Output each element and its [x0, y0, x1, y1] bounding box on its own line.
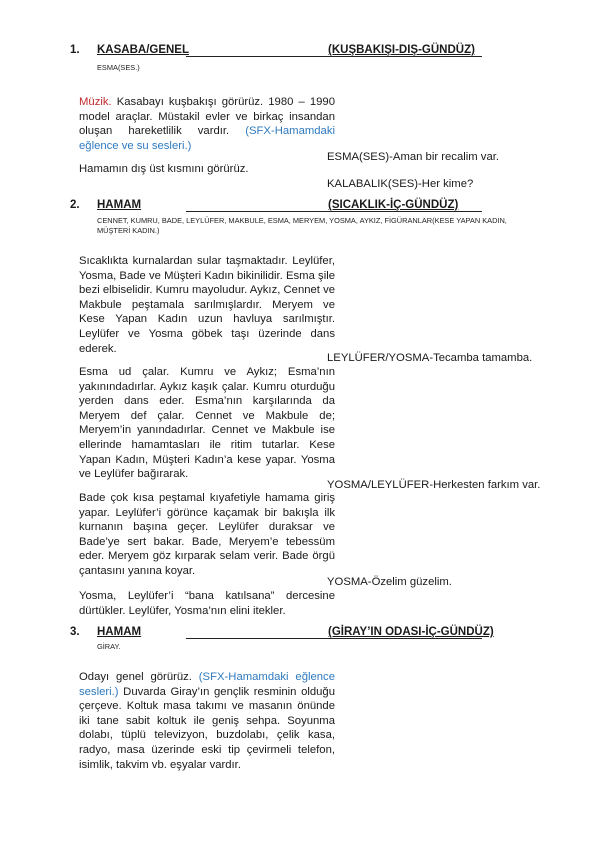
scene-cast: CENNET, KUMRU, BADE, LEYLÜFER, MAKBULE, ESMA, MERYEM, YOSMA, AYKIZ, FİGÜRANLAR(KESE YAPAN KADIN, MÜŞTERİ KADIN.) [97, 216, 507, 235]
action-paragraph: Sıcaklıkta kurnalardan sular taşmaktadır. Leylüfer, Yosma, Bade ve Müşteri Kadın bikinilidir. Esma şile bezi elbiselidir. Kumru mayoludur. Aykız, Cennet ve Makbule peştamala sarılmışlardır. Meryem ve Kese Yapan Kadın uzun havluya sarılmıştır. Leylüfer ve Yosma göbek taşı üzerinde dans ederek. [79, 255, 335, 355]
dialogue-line: YOSMA/LEYLÜFER-Herkesten farkım var. [327, 479, 541, 491]
scene-heading-3 [0, 626, 600, 642]
action-paragraph [79, 95, 335, 153]
action-text: Odayı genel görürüz. [79, 671, 199, 683]
action-text: Kasabayı kuşbakışı görürüz. 1980 – 1990 model araçlar. Müstakil evler ve birkaç insandan oluşan hareketlilik vardır. [79, 96, 335, 138]
dialogue-line: ESMA(SES)-Aman bir recalim var. [327, 151, 500, 163]
scene-number: 3. [70, 626, 80, 638]
dialogue-line: KALABALIK(SES)-Her kime? [327, 178, 474, 190]
scene-number: 2. [70, 199, 80, 211]
heading-underline [186, 638, 482, 639]
muzik-cue: Müzik. [79, 96, 112, 108]
scene-heading-2 [0, 199, 600, 215]
scene-location: HAMAM [97, 199, 142, 211]
dialogue-line: LEYLÜFER/YOSMA-Tecamba tamamba. [327, 352, 533, 364]
scene-cast: GİRAY. [97, 642, 121, 651]
sfx-cue: (SFX-Hamamdaki eğlence ve su sesleri.) [79, 125, 335, 152]
action-paragraph: Esma ud çalar. Kumru ve Aykız; Esma’nın yakınındadırlar. Aykız kaşık çalar. Kumru oturduğu yerden dans eder. Esma’nın karşılarında da Meryem def çalar. Cennet ve Makbule de; Meryem’in yanındadırlar. Cennet ve Makbule ise ellerinde hamamtasları ile ritim tutarlar. Kese Yapan Kadın, Müşteri Kadın’a kese yapar. Yosma ve Leylüfer bağırarak. [79, 366, 335, 481]
action-paragraph: Yosma, Leylüfer’i “bana katılsana” dercesine dürtükler. Leylüfer, Yosma’nın elini itekler. [79, 590, 335, 617]
heading-underline [186, 211, 482, 212]
scene-location: HAMAM [97, 626, 142, 638]
action-text: Duvarda Giray’ın gençlik resminin olduğu çerçeve. Koltuk masa takımı ve masanın önünde iki tane sabit koltuk ile geniş sehpa. Soyunma dolabı, tüplü televizyon, buzdolabı, çelik kasa, radyo, masa üzerinde eski tip çevirmeli telefon, isimlik, takvim vb. eşyalar vardır. [79, 685, 335, 771]
scene-time: (KUŞBAKIŞI-DIŞ-GÜNDÜZ) [328, 44, 475, 56]
scene-number: 1. [70, 44, 80, 56]
dialogue-line: YOSMA-Özelim güzelim. [327, 576, 452, 588]
scene-cast: ESMA(SES.) [97, 63, 140, 72]
heading-underline [186, 56, 482, 57]
sfx-cue: (SFX-Hamamdaki eğlence sesleri.) [79, 671, 335, 698]
action-paragraph: Hamamın dış üst kısmını görürüz. [79, 163, 249, 175]
scene-time: (SICAKLIK-İÇ-GÜNDÜZ) [328, 199, 459, 211]
action-paragraph [79, 670, 335, 772]
scene-location: KASABA/GENEL [97, 44, 190, 56]
scene-time: (GİRAY’IN ODASI-İÇ-GÜNDÜZ) [328, 626, 494, 638]
action-paragraph: Bade çok kısa peştamal kıyafetiyle hamama giriş yapar. Leylüfer’i görünce kaçamak bir bakışla ilk kurnanın başına geçer. Leylüfer duraksar ve Bade’ye sert bakar. Bade, Meryem’e tebessüm eder. Meryem göz kırparak selam verir. Bade örgü çantasını yanına koyar. [79, 492, 335, 577]
scene-heading-1 [0, 44, 600, 60]
